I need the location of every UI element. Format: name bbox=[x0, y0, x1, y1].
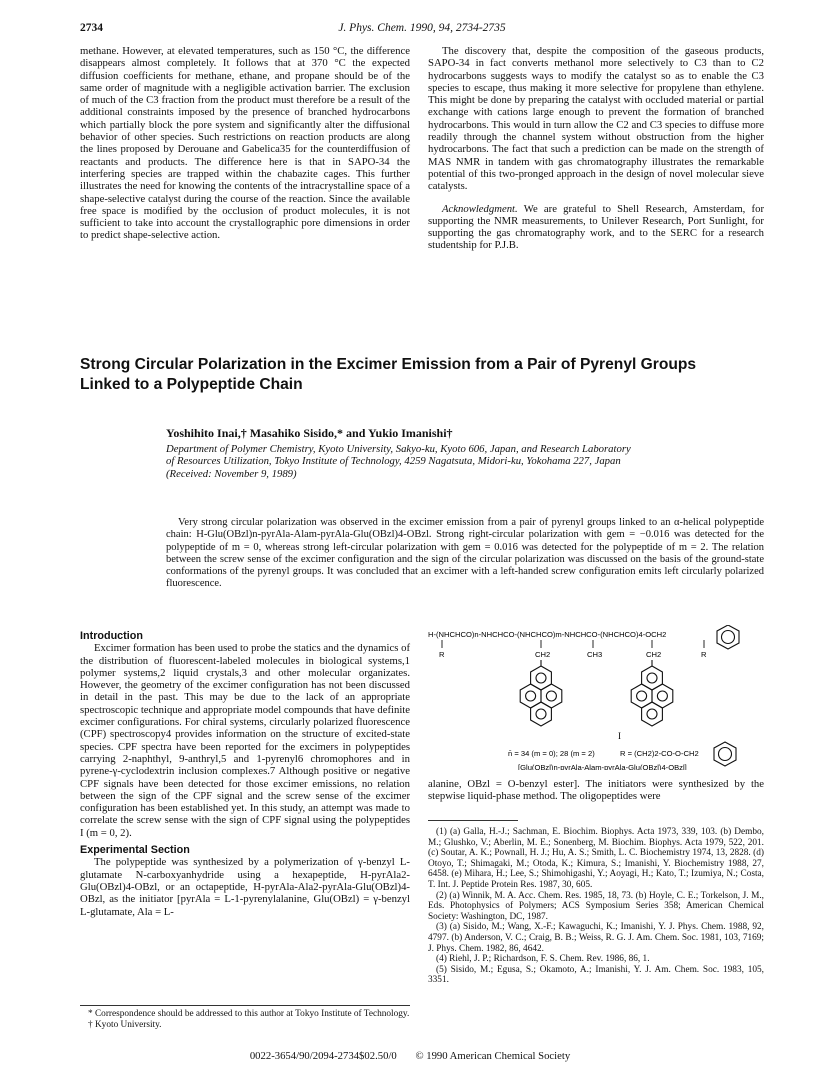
abstract: Very strong circular polarization was observed in the excimer emission from a pair of pyrenyl groups linked to an α-helical polypeptide chain: H-Glu(OBzl)n-pyrAla-Alam-pyrAla-Glu(OBzl)4-OBzl. Strong right-circular polarization with gem = −0.016 was detected for the polypeptide of m = 0, whereas strong left-circular polarization with gem = 0.016 was detected for the polypeptide of m = 2. The relation between the screw sense of the excimer configuration and the sign of the circular polarization was discussed on the basis of the ground-state conformations of the pyrenyl groups. It was concluded that an excimer with a left-handed screw configuration emits left circularly polarized fluorescence. bbox=[166, 517, 764, 590]
article-affiliation bbox=[166, 443, 764, 480]
side-chain-ch2-1: CH2 bbox=[535, 650, 551, 659]
reference-2: (2) (a) Winnik, M. A. Acc. Chem. Res. 1985, 18, 73. (b) Hoyle, C. E.; Torkelson, J. M., Eds. Photophysics of Polymers; ACS Symposium Series 358; American Chemical Society: Washington, DC, 1987. bbox=[428, 890, 764, 922]
journal-code: 0022-3654/90/2094-2734$02.50/0 bbox=[249, 1050, 397, 1062]
introduction-paragraph: Excimer formation has been used to probe the statics and the dynamics of the distribution of fluorescent-labeled molecules in biological systems,1 polymer systems,2 liquid crystals,3 and other molecular organizates. However, the geometry of the excimer configuration has not been discussed in detail in the past. This may be due to the lack of an appropriate spectroscopic technique and appropriate model compounds that have definite excimer configurations. For chiral systems, circularly polarized fluorescence (CPF) spectroscopy4 provides information on the structure of excited-state species. CPF spectra have been reported for the excimers in polypeptides carrying 2-naphthyl, 9-anthryl,5 and 1-pyrenyl6 chromophores and in pyrene-γ-cyclodextrin inclusion complexes.7 Although positive or negative CPF signals have been detected for those excimer emissions, no relation between the sign of the CPF signal and the screw sense of the excimer configuration has been established yet. In this study, an attempt was made to correlate the screw sense with the sign of CPF signal using the polypeptides I (m = 0, 2). bbox=[80, 642, 411, 839]
terminal-benzyl-ring bbox=[717, 625, 739, 649]
page-footer bbox=[0, 1050, 820, 1062]
article-authors: Yoshihito Inai,† Masahiko Sisido,* and Yukio Imanishi† bbox=[166, 426, 453, 440]
previous-article-conclusion: The discovery that, despite the composition of the gaseous products, SAPO-34 in fact converts methanol more selectively to C3 than to C2 hydrocarbons suggests ways to modify the catalyst so as to enable the C3 species to escape, thus making it more selective for propylene than ethylene. This might be done by preparing the catalyst with occluded material or partial exchange with cations large enough to prevent the formation of branched hydrocarbons. This would in turn allow the C2 and C3 species to diffuse more readily through the channel system without obstruction from the higher hydrocarbons. The fact that such a prediction can be made on the strength of MAS NMR in tandem with gas chromatography illustrates the remarkable potential of this two-pronged approach in the design of novel molecular sieve catalysts. bbox=[428, 45, 764, 193]
r-group-benzyl-ring bbox=[714, 742, 736, 766]
compound-label: I bbox=[618, 731, 621, 741]
introduction-heading: Introduction bbox=[80, 630, 143, 642]
r-group-definition: R = (CH2)2-CO-O-CH2 bbox=[620, 749, 699, 758]
article-title-line-2: Linked to a Polypeptide Chain bbox=[80, 376, 303, 393]
previous-article-paragraph: methane. However, at elevated temperatures, such as 150 °C, the difference disappears almost completely. It follows that at 370 °C the expected diffusion coefficients for methane, ethane, and propane should be of the same order of magnitude with a negligible activation barrier. The exclusion of much of the C3 fraction from the product must therefore be a result of the additional constraints imposed by the presence of branched hydrocarbons which partially block the pore system and significantly alter the diffusional behavior of other species. Such restrictions on reaction products are along the lines proposed by Derouane and Gabelica35 for the counterdiffusion of reactants and products. The difference here is that in SAPO-34 the interfering species are trapped within the chabazite cages. This further illustrates the need for knowing the contents of the intracrystalline space of a shape-selective catalyst during the course of the reaction. Since the available free space is modified by the occlusion of product molecules, it is not sufficient to take into account the crystallographic pore dimensions in order to predict shape-selective action. bbox=[80, 45, 410, 242]
references bbox=[428, 820, 764, 986]
kyoto-footnote: † Kyoto University. bbox=[88, 1019, 162, 1030]
author-footnotes bbox=[80, 1005, 410, 1030]
copyright-notice: © 1990 American Chemical Society bbox=[415, 1050, 571, 1062]
side-chain-ch2-2: CH2 bbox=[646, 650, 662, 659]
acknowledgment bbox=[428, 203, 764, 252]
page-number: 2734 bbox=[80, 22, 103, 34]
pyrenyl-group-left bbox=[520, 660, 562, 726]
acknowledgment-text: We are grateful to Shell Research, Amsterdam, for supporting the NMR measurements, to Unilever Research, Port Sunlight, for supporting the gas chromatography work, and to the SERC for a research studentship for P.J.B. bbox=[428, 202, 765, 252]
side-chain-r-1: R bbox=[439, 650, 445, 659]
structure-figure bbox=[428, 625, 764, 770]
reference-3: (3) (a) Sisido, M.; Wang, X.-F.; Kawaguchi, K.; Imanishi, Y. J. Phys. Chem. 1988, 92, 4797. (b) Anderson, V. C.; Craig, B. B.; Weiss, R. G. J. Am. Chem. Soc. 1981, 103, 7169; J. Phys. Chem. 1982, 86, 4642. bbox=[428, 922, 764, 954]
page-header bbox=[80, 22, 764, 38]
acknowledgment-label: Acknowledgment. bbox=[442, 202, 518, 215]
reference-1: (1) (a) Galla, H.-J.; Sachman, E. Biochim. Biophys. Acta 1973, 339, 103. (b) Dembo, M.; Glushko, V.; Aberlin, M. E.; Sonenberg, M. Biochim. Biophys. Acta 1979, 522, 201. (c) Soutar, A. K.; Pownall, H. J.; Hu, A. S.; Smith, L. C. Biochemistry 1974, 13, 2828. (d) Otoyo, T.; Shimagaki, M.; Otoda, K.; Kimura, S.; Imanishi, Y. Biochemistry 1988, 27, 6458. (e) Mihara, H.; Lee, S.; Shimohigashi, Y.; Aoyagi, H.; Kato, T.; Izumiya, N.; Costa, T. Int. J. Peptide Protein Res. 1987, 30, 605. bbox=[428, 827, 764, 890]
affiliation-line-1: Department of Polymer Chemistry, Kyoto University, Sakyo-ku, Kyoto 606, Japan, and Research Laboratory bbox=[166, 443, 631, 455]
previous-article-right-column bbox=[428, 45, 764, 252]
reference-5: (5) Sisido, M.; Egusa, S.; Okamoto, A.; Imanishi, Y. J. Am. Chem. Soc. 1983, 105, 3351. bbox=[428, 964, 764, 986]
experimental-paragraph: The polypeptide was synthesized by a polymerization of γ-benzyl L-glutamate N-carboxyanhydride using a hexapeptide, H-pyrAla2-Glu(OBzl)4-OBzl, or an octapeptide, H-pyrAla-Ala2-pyrAla-Glu(OBzl)4-OBzl, as the initiator [pyrAla = L-1-pyrenylalanine, Glu(OBzl) = γ-benzyl L-glutamate, Ala = L- bbox=[80, 856, 410, 918]
degree-of-polymerization: n̄ = 34 (m = 0); 28 (m = 2) bbox=[508, 749, 595, 758]
footnote-divider bbox=[80, 1005, 410, 1006]
side-chain-r-2: R bbox=[701, 650, 707, 659]
experimental-heading: Experimental Section bbox=[80, 844, 190, 857]
polypeptide-chain-formula: H-(NHCHCO)n-NHCHCO-(NHCHCO)m-NHCHCO-(NHCHCO)4-OCH2 bbox=[428, 630, 667, 639]
right-body-column bbox=[428, 778, 764, 803]
received-date: (Received: November 9, 1989) bbox=[166, 467, 297, 480]
correspondence-footnote: * Correspondence should be addressed to this author at Tokyo Institute of Technology. bbox=[88, 1009, 410, 1019]
experimental-continuation: alanine, OBzl = O-benzyl ester]. The initiators were synthesized by the stepwise liquid-phase method. The oligopeptides were bbox=[428, 778, 764, 803]
left-body-column bbox=[80, 630, 410, 918]
pyrenyl-group-right bbox=[631, 660, 673, 726]
side-chain-ch3: CH3 bbox=[587, 650, 603, 659]
references-divider bbox=[428, 820, 518, 821]
chemical-structure-diagram bbox=[428, 625, 764, 770]
reference-4: (4) Riehl, J. P.; Richardson, F. S. Chem. Rev. 1986, 86, 1. bbox=[436, 954, 650, 965]
previous-article-left-column bbox=[80, 45, 410, 242]
article-title bbox=[80, 355, 764, 395]
side-chain-bonds bbox=[442, 640, 704, 648]
affiliation-line-2: of Resources Utilization, Tokyo Institute of Technology, 4259 Nagatsuta, Midori-ku, Yokohama 227, Japan bbox=[166, 455, 621, 468]
journal-citation: J. Phys. Chem. 1990, 94, 2734-2735 bbox=[338, 22, 506, 34]
figure-caption: [Glu(OBzl)n-pyrAla-Alam-pyrAla-Glu(OBzl)4-OBzl] bbox=[518, 763, 687, 770]
article-title-line-1: Strong Circular Polarization in the Excimer Emission from a Pair of Pyrenyl Groups bbox=[80, 356, 697, 373]
